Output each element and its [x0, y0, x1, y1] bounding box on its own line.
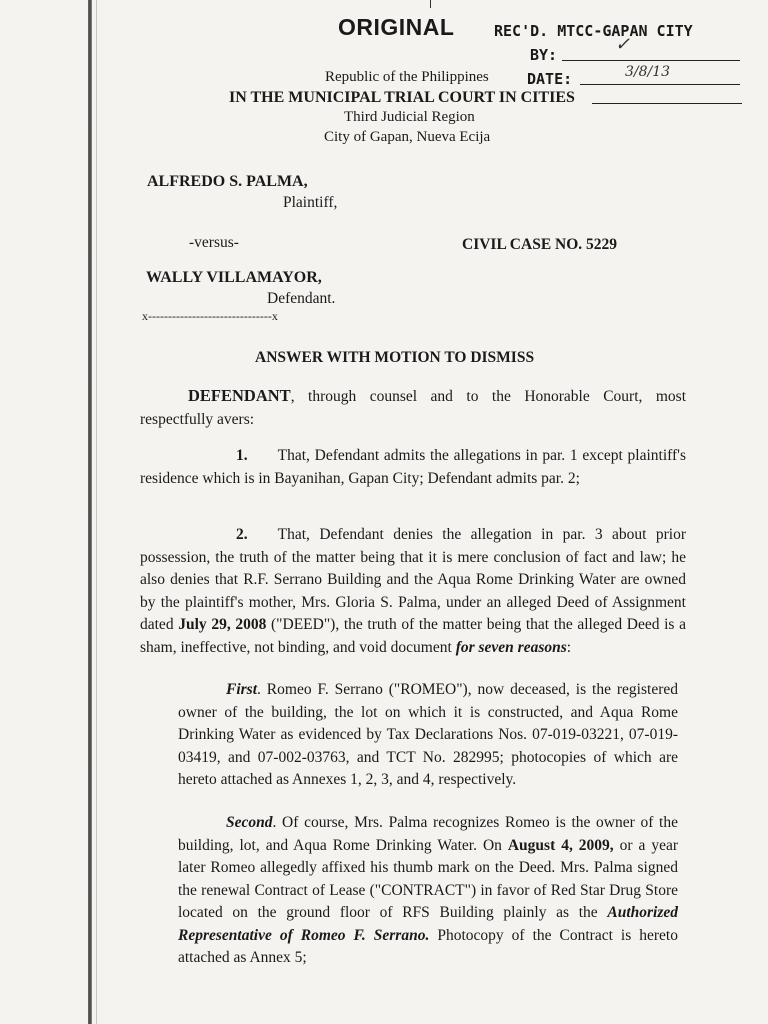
paragraph-1	[140, 445, 686, 490]
defendant-role: Defendant.	[267, 290, 336, 307]
reason-lead: First	[226, 681, 258, 698]
stamp-time-line	[592, 103, 742, 104]
page-binding-edge	[88, 0, 92, 1024]
received-stamp: REC'D. MTCC-GAPAN CITY	[494, 22, 693, 40]
court-city: City of Gapan, Nueva Ecija	[324, 129, 491, 145]
stamp-by-line	[562, 60, 740, 61]
stamp-initials: ✓	[615, 34, 631, 55]
authorized-representative-emphasis: Authorized Representative of Romeo F. Serrano.	[178, 904, 678, 944]
paragraph-number: 1.	[236, 447, 248, 464]
paragraph-text: That, Defendant denies the allegation in par. 3 about prior possession, the truth of the matter being that it is mere conclusion of fact and law; he also denies that R.F. Serrano Building and the Aqua Rome Drinking Water are owned by the plaintiff's mother, Mrs. Gloria S. Palma, under an alleged Deed of Assignment dated	[140, 526, 686, 633]
paragraph-text-cont: ("DEED"), the truth of the matter being that the alleged Deed is a sham, ineffective, not binding, and void document	[140, 616, 686, 656]
reason-lead: Second	[226, 814, 273, 831]
deed-date: July 29, 2008	[178, 616, 267, 633]
intro-lead: DEFENDANT	[188, 386, 291, 405]
reason-second	[178, 812, 678, 970]
seven-reasons-emphasis: for seven reasons	[455, 638, 567, 656]
defendant-name: WALLY VILLAMAYOR,	[146, 269, 322, 286]
stamp-date-value: 3/8/13	[625, 64, 671, 80]
contract-date: August 4, 2009,	[507, 836, 614, 854]
paragraph-text-end: :	[566, 638, 572, 656]
original-stamp: ORIGINAL	[338, 14, 455, 40]
intro-text: , through counsel and to the Honorable Court, most respectfully avers:	[140, 388, 686, 428]
plaintiff-name: ALFREDO S. PALMA,	[147, 173, 308, 190]
paragraph-2	[140, 524, 686, 659]
reason-first	[178, 679, 678, 792]
versus-label: -versus-	[189, 234, 239, 251]
reason-text: . Of course, Mrs. Palma recognizes Romeo is the owner of the building, lot, and Aqua Rome Drinking Water. On	[178, 814, 678, 854]
judicial-region: Third Judicial Region	[344, 109, 475, 125]
stamp-date-line	[580, 84, 740, 85]
paragraph-number: 2.	[236, 526, 248, 543]
stamp-date-label: DATE:	[527, 70, 573, 88]
plaintiff-role: Plaintiff,	[283, 194, 338, 211]
paragraph-text: That, Defendant admits the allegations in par. 1 except plaintiff's residence which is in Bayanihan, Gapan City; Defendant admits par. 2;	[140, 447, 686, 487]
intro-paragraph	[140, 385, 686, 431]
stamp-by-label: BY:	[530, 46, 558, 64]
page-binding-shadow	[96, 0, 97, 1024]
reason-text: . Romeo F. Serrano ("ROMEO"), now deceased, is the registered owner of the building, the lot on which it is constructed, and Aqua Rome Drinking Water as evidenced by Tax Declarations Nos. 07-019-03221, 07-019-03419, and 07-002-03763, and TCT No. 282995; photocopies of which are hereto attached as Annexes 1, 2, 3, and 4, respectively.	[178, 681, 678, 788]
caption-separator: x-------------------------------x	[142, 309, 278, 323]
reason-text-end: Photocopy of the Contract is hereto attached as Annex 5;	[178, 926, 678, 966]
document-title: ANSWER WITH MOTION TO DISMISS	[255, 349, 535, 366]
civil-case-number: CIVIL CASE NO. 5229	[462, 236, 618, 253]
page-top-mark	[430, 0, 431, 8]
republic-line: Republic of the Philippines	[325, 69, 489, 85]
court-name: IN THE MUNICIPAL TRIAL COURT IN CITIES	[229, 89, 575, 106]
reason-text-cont: or a year later Romeo allegedly affixed his thumb mark on the Deed. Mrs. Palma signed the renewal Contract of Lease ("CONTRACT") in favor of Red Star Drug Store located on the ground floor of RFS Building plainly as the	[178, 836, 678, 921]
